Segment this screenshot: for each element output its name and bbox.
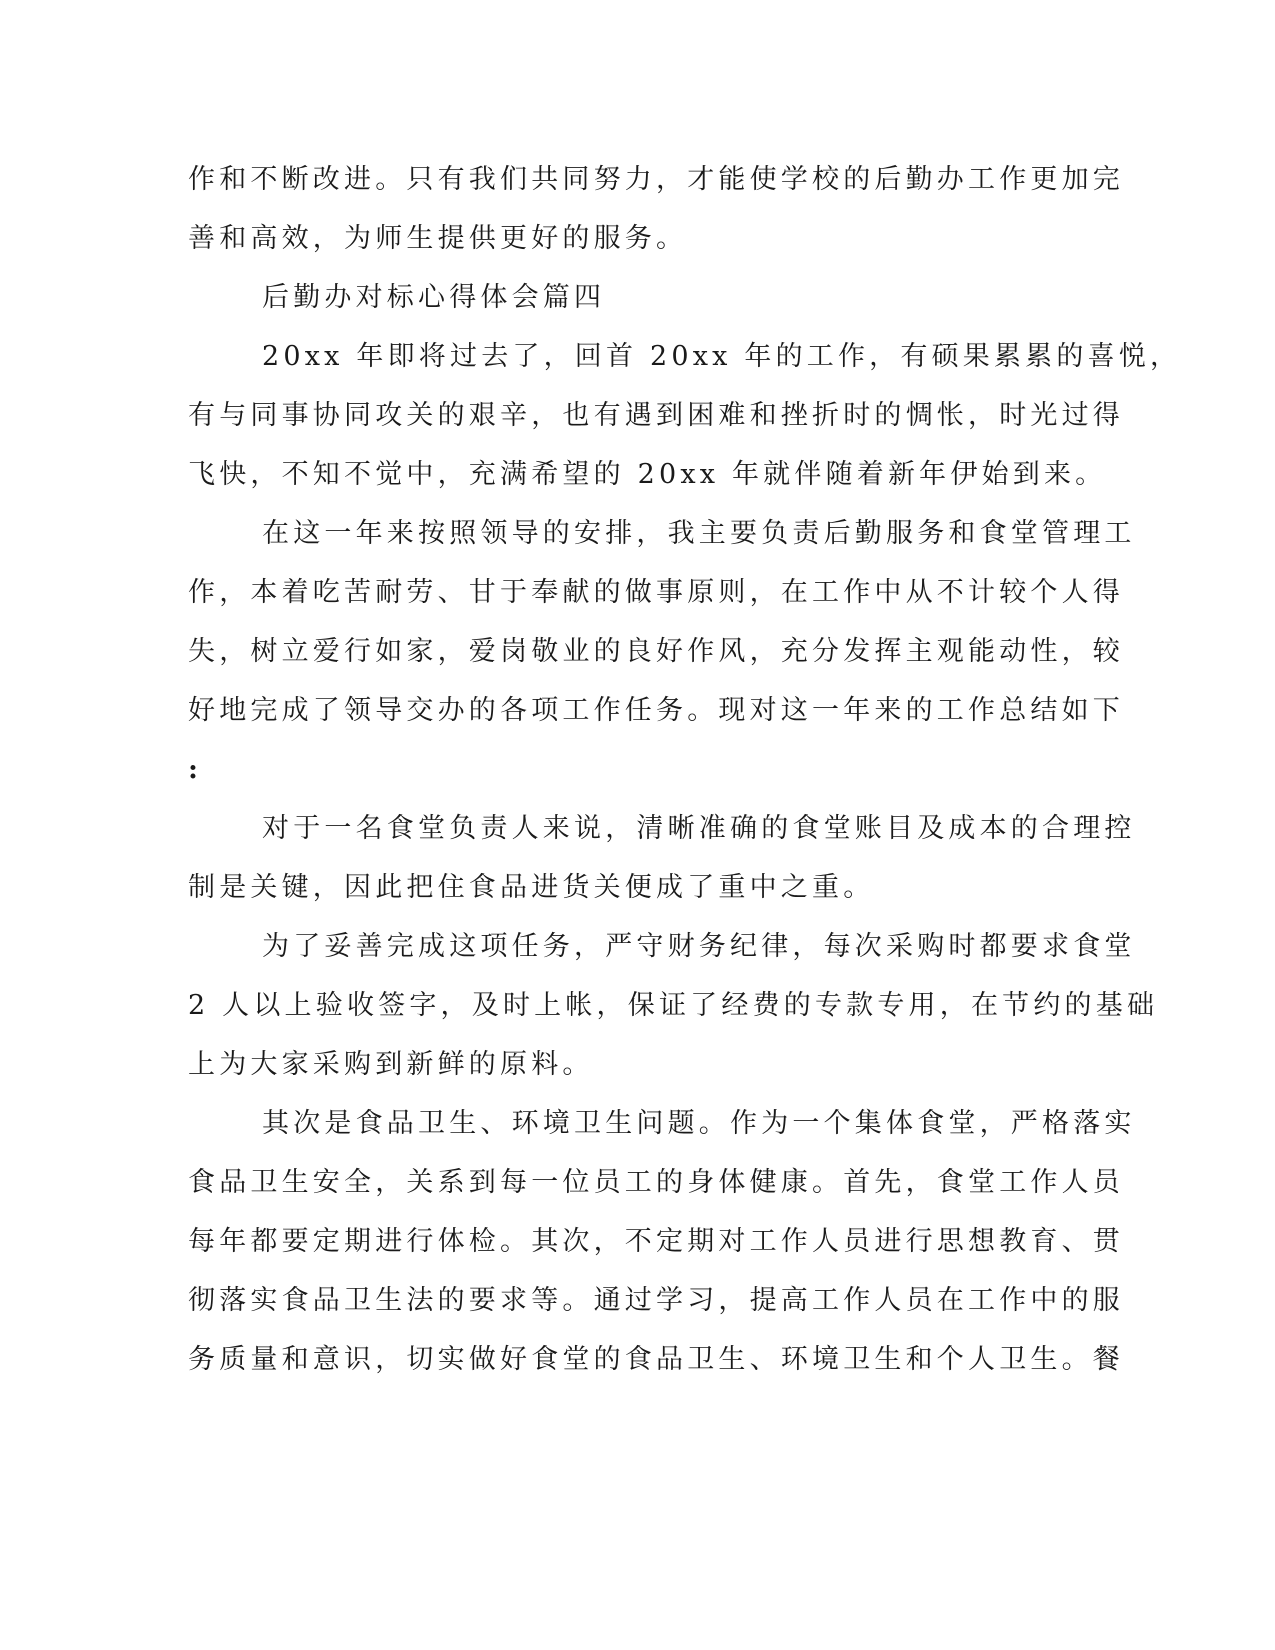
section-heading: 后勤办对标心得体会篇四 xyxy=(262,282,606,313)
text-line: 其次是食品卫生、环境卫生问题。作为一个集体食堂，严格落实 xyxy=(262,1108,1136,1139)
text-line: 对于一名食堂负责人来说，清晰准确的食堂账目及成本的合理控 xyxy=(262,813,1136,844)
text-line: 为了妥善完成这项任务，严守财务纪律，每次采购时都要求食堂 xyxy=(262,931,1136,962)
text-line: 有与同事协同攻关的艰辛，也有遇到困难和挫折时的惆怅，时光过得 xyxy=(188,400,1124,431)
text-line: 善和高效，为师生提供更好的服务。 xyxy=(188,223,688,254)
text-line: 作和不断改进。只有我们共同努力，才能使学校的后勤办工作更加完 xyxy=(188,164,1124,195)
text-line: 每年都要定期进行体检。其次，不定期对工作人员进行思想教育、贯 xyxy=(188,1226,1124,1257)
text-line: 作，本着吃苦耐劳、甘于奉献的做事原则，在工作中从不计较个人得 xyxy=(188,577,1124,608)
text-line: 好地完成了领导交办的各项工作任务。现对这一年来的工作总结如下 xyxy=(188,695,1124,726)
text-line: 彻落实食品卫生法的要求等。通过学习，提高工作人员在工作中的服 xyxy=(188,1285,1124,1316)
text-line: 制是关键，因此把住食品进货关便成了重中之重。 xyxy=(188,872,875,903)
text-line: 飞快，不知不觉中，充满希望的 20xx 年就伴随着新年伊始到来。 xyxy=(188,459,1107,490)
text-line: 务质量和意识，切实做好食堂的食品卫生、环境卫生和个人卫生。餐 xyxy=(188,1344,1124,1375)
text-line: 2 人以上验收签字，及时上帐，保证了经费的专款专用，在节约的基础 xyxy=(188,990,1159,1021)
text-line: 20xx 年即将过去了，回首 20xx 年的工作，有硕果累累的喜悦， xyxy=(262,341,1182,372)
text-line: : xyxy=(188,754,198,785)
text-line: 上为大家采购到新鲜的原料。 xyxy=(188,1049,594,1080)
text-line: 在这一年来按照领导的安排，我主要负责后勤服务和食堂管理工 xyxy=(262,518,1136,549)
text-line: 失，树立爱行如家，爱岗敬业的良好作风，充分发挥主观能动性，较 xyxy=(188,636,1124,667)
text-line: 食品卫生安全，关系到每一位员工的身体健康。首先，食堂工作人员 xyxy=(188,1167,1124,1198)
